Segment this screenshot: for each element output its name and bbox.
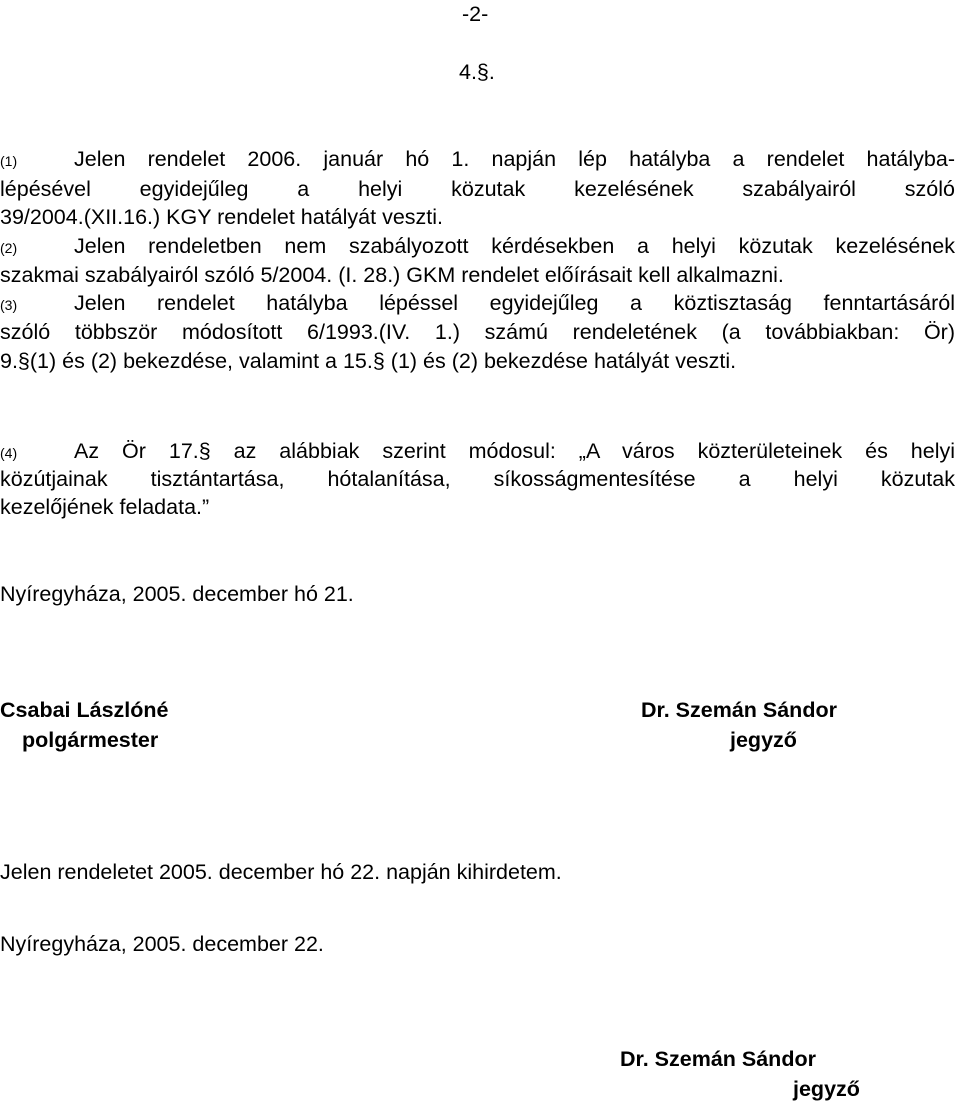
signature-right-name: Dr. Szemán Sándor <box>641 698 837 722</box>
paragraph-3-line-1: (3) Jelen rendelet hatályba lépéssel egyidejűleg a köztisztaság fenntartásáról <box>0 288 955 320</box>
paragraph-4-line-3: kezelőjének feladata.” <box>0 495 210 519</box>
paragraph-number: (4) <box>0 445 18 461</box>
signature-left-name: Csabai Lászlóné <box>0 698 169 722</box>
paragraph-2-line-1: (2) Jelen rendeletben nem szabályozott kérdésekben a helyi közutak kezelésének <box>0 231 955 263</box>
signature-right-title: jegyző <box>730 728 797 752</box>
paragraph-3-line-2: szóló többször módosított 6/1993.(IV. 1.) számú rendeletének (a továbbiakban: Ör) <box>0 320 955 344</box>
section-title: 4.§. <box>459 60 495 84</box>
page-number: -2- <box>462 2 489 26</box>
paragraph-2-line-2: szakmai szabályairól szóló 5/2004. (I. 28.) GKM rendelet előírásait kell alkalmazni. <box>0 263 784 287</box>
paragraph-1-line-3: 39/2004.(XII.16.) KGY rendelet hatályát veszti. <box>0 205 443 229</box>
promulgation-text: Jelen rendeletet 2005. december hó 22. napján kihirdetem. <box>0 860 562 884</box>
date-place: Nyíregyháza, 2005. december hó 21. <box>0 582 354 606</box>
paragraph-number: (1) <box>0 153 18 169</box>
paragraph-1-line-2: lépésével egyidejűleg a helyi közutak kezelésének szabályairól szóló <box>0 177 955 201</box>
promulgation-signer-title: jegyző <box>793 1077 860 1101</box>
signature-left-title: polgármester <box>22 728 159 752</box>
paragraph-4-line-1: (4) Az Ör 17.§ az alábbiak szerint módosul: „A város közterületeinek és helyi <box>0 436 955 468</box>
paragraph-number: (3) <box>0 297 18 313</box>
paragraph-number: (2) <box>0 240 18 256</box>
paragraph-4-line-2: közútjainak tisztántartása, hótalanítása, síkosságmentesítése a helyi közutak <box>0 467 955 491</box>
paragraph-1-line-1: (1) Jelen rendelet 2006. január hó 1. napján lép hatályba a rendelet hatályba- <box>0 144 955 176</box>
paragraph-3-line-3: 9.§(1) és (2) bekezdése, valamint a 15.§ (1) és (2) bekezdése hatályát veszti. <box>0 349 737 373</box>
promulgation-date-place: Nyíregyháza, 2005. december 22. <box>0 932 324 956</box>
promulgation-signer-name: Dr. Szemán Sándor <box>620 1047 816 1071</box>
